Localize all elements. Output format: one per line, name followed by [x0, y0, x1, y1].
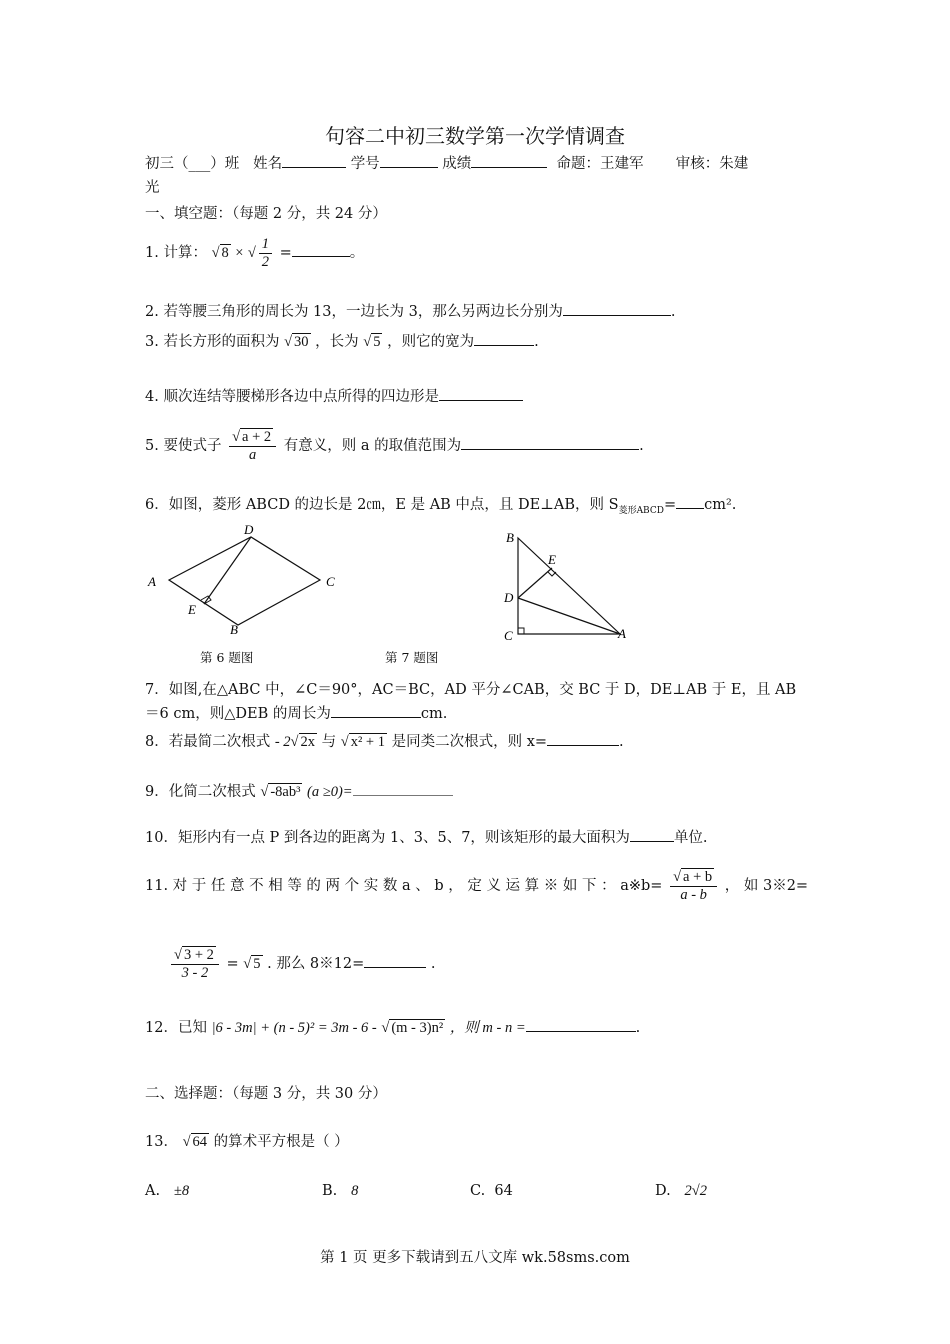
reviewer-cont: 光 [145, 180, 160, 196]
id-blank[interactable] [380, 152, 438, 168]
q7-answer-blank[interactable] [331, 702, 421, 718]
label-d: D [504, 590, 514, 605]
q12-suffix: ，则 m - n = [449, 1020, 526, 1036]
q1-answer-blank[interactable] [292, 241, 350, 257]
label-e: E [548, 552, 556, 567]
q12-text: 12．已知 [145, 1020, 207, 1036]
q6-answer-blank[interactable] [676, 493, 704, 509]
q8-answer-blank[interactable] [547, 730, 619, 746]
q12-radicand: (m - 3)n² [391, 1020, 444, 1036]
section-1-heading: 一、填空题：（每题 2 分，共 24 分） [145, 206, 387, 222]
figure-7-triangle [496, 528, 636, 648]
score-blank[interactable] [471, 152, 547, 168]
question-1: 1. 计算： √ 8 × √ $\frac{1}{2}$ = 。 [145, 236, 365, 270]
id-label: 学号 [350, 156, 380, 172]
q3-length: √ 5 [363, 334, 381, 350]
q6-text: 6．如图，菱形 ABCD 的边长是 2㎝，E 是 AB 中点，且 DE⊥AB，则 S [145, 497, 619, 513]
q8-mid: 与 [321, 734, 337, 750]
q9-radical: √ -8ab³ [260, 784, 301, 800]
reviewer: 审核：朱建 [675, 156, 749, 172]
q11-definition: $\frac{√ a + b}{a - b}$ [670, 868, 717, 904]
q3-answer-blank[interactable] [474, 330, 534, 346]
fig6-caption: 第 6 题图 [200, 650, 254, 665]
q2-answer-blank[interactable] [563, 300, 671, 316]
score-label: 成绩 [442, 156, 472, 172]
label-c: C [504, 628, 513, 643]
q1-suffix: 。 [349, 244, 365, 261]
q3-suffix: ，则它的宽为 [387, 334, 475, 350]
q3-area: √ 30 [284, 334, 309, 350]
option-c-value: 64 [494, 1183, 513, 1199]
option-d-key: D. [655, 1183, 671, 1199]
question-10 [145, 826, 708, 847]
q8-radical-1: - 2√ 2x [274, 734, 316, 750]
option-d-value: 2√2 [684, 1183, 708, 1199]
q11-result: √ 5 [243, 956, 261, 972]
q11-example: $\frac{√ 3 + 2}{3 - 2}$ [171, 946, 219, 982]
class-label: 初三（___）班 [145, 156, 240, 172]
label-a: A [618, 626, 626, 641]
q11-answer-blank[interactable] [364, 952, 426, 968]
figure-6-rhombus [142, 522, 352, 642]
option-c[interactable] [470, 1183, 513, 1199]
option-b-key: B. [322, 1183, 338, 1199]
question-13 [145, 1130, 349, 1151]
q11-end: . [430, 956, 436, 972]
option-d[interactable] [655, 1183, 707, 1200]
q13-radical: √ 64 [182, 1134, 208, 1150]
q2-text: 2. 若等腰三角形的周长为 13，一边长为 3，那么另两边长分别为 [145, 304, 563, 320]
option-a[interactable] [145, 1183, 189, 1200]
page-footer: 第 1 页 更多下载请到五八文库 wk.58sms.com [320, 1250, 630, 1266]
q10-suffix: 单位. [673, 830, 708, 846]
option-a-key: A. [145, 1183, 161, 1199]
q6-subscript: 菱形ABCD [618, 505, 664, 516]
segment-de [204, 537, 251, 604]
question-11-cont: $\frac{√ 3 + 2}{3 - 2}$ = √ 5 . 那么 8※12= . [168, 946, 435, 982]
q5-text: 5. 要使式子 [145, 438, 222, 454]
q12-equation: |6 - 3m| + (n - 5)² = 3m - 6 - [211, 1020, 377, 1036]
right-angle-c [518, 628, 524, 634]
q5-answer-blank[interactable] [461, 434, 639, 450]
option-b-value: 8 [351, 1183, 359, 1199]
triangle-abc [518, 538, 620, 634]
q9-answer-blank[interactable] [353, 780, 453, 796]
q13-number: 13． [145, 1134, 178, 1150]
question-9 [145, 780, 453, 801]
label-d: D [244, 522, 254, 537]
fig7-caption: 第 7 题图 [385, 650, 439, 665]
q3-mid: ，长为 [315, 334, 359, 350]
section-2-heading: 二、选择题：（每题 3 分，共 30 分） [145, 1086, 387, 1102]
q7-unit: cm. [420, 706, 448, 722]
q10-answer-blank[interactable] [630, 826, 674, 842]
q1-text: 1. 计算： [145, 244, 207, 261]
q6-unit: cm². [704, 497, 737, 513]
q8-radical-2: √ x² + 1 [340, 734, 385, 750]
student-info-line [145, 152, 748, 173]
question-12: 12．已知 |6 - 3m| + (n - 5)² = 3m - 6 - √ (m - 3)n² ，则 m - n = . [145, 1016, 640, 1037]
question-5: 5. 要使式子 $\frac{√ a + 2}{a}$ 有意义，则 a 的取值范围为 . [145, 429, 644, 463]
segment-de [518, 568, 552, 598]
right-angle-e [548, 572, 556, 576]
q8-suffix: 是同类二次根式，则 x= [391, 734, 548, 750]
page-title: 句容二中初三数学第一次学情调查 [325, 124, 625, 148]
label-b: B [506, 530, 514, 545]
label-b: B [230, 622, 238, 637]
segment-ad [518, 598, 620, 634]
option-c-key: C. [470, 1183, 486, 1199]
question-8: 8．若最简二次根式 - 2√ 2x 与 √ x² + 1 是同类二次根式，则 x= . [145, 730, 624, 751]
q5-suffix: 有意义，则 a 的取值范围为 [283, 438, 462, 454]
name-label: 姓名 [253, 156, 283, 172]
q12-answer-blank[interactable] [526, 1016, 636, 1032]
author: 命题：王建军 [556, 156, 644, 172]
q7-text: ＝6 cm，则△DEB 的周长为 [145, 706, 331, 722]
label-a: A [148, 574, 156, 589]
name-blank[interactable] [282, 152, 346, 168]
question-3: 3. 若长方形的面积为 √ 30 ，长为 √ 5 ，则它的宽为 . [145, 330, 539, 351]
q9-condition: (a ≥0)= [307, 784, 353, 800]
q5-expression: $\frac{√ a + 2}{a}$ [229, 428, 276, 464]
option-a-value: ±8 [173, 1183, 190, 1199]
q11-mid: ， 如 3※2= [724, 878, 809, 894]
label-e: E [188, 602, 196, 617]
q8-text: 8．若最简二次根式 [145, 734, 271, 750]
q13-text: 的算术平方根是（ ） [213, 1134, 349, 1150]
q10-text: 10．矩形内有一点 P 到各边的距离为 1、3、5、7，则该矩形的最大面积为 [145, 830, 630, 846]
q3-text: 3. 若长方形的面积为 [145, 334, 280, 350]
question-4 [145, 385, 523, 406]
question-11 [145, 868, 808, 904]
question-6: 6．如图，菱形 ABCD 的边长是 2㎝，E 是 AB 中点，且 DE⊥AB，则 $S_{菱形ABCD}= cm^2$. [145, 493, 736, 516]
q11-cont-text: . 那么 8※12= [267, 956, 365, 972]
question-7-line-2 [145, 702, 447, 723]
option-b[interactable] [322, 1183, 358, 1200]
question-7-line-1: 7．如图,在△ABC 中，∠C＝90°，AC＝BC，AD 平分∠CAB，交 BC 于 D，DE⊥AB 于 E，且 AB [145, 682, 797, 698]
q11-text: 11. 对 于 任 意 不 相 等 的 两 个 实 数 a 、 b ， 定 义 运 算 ※ 如 下 ： a※b= [145, 878, 663, 894]
q12-radical: √ (m - 3)n² [381, 1020, 444, 1036]
label-c: C [326, 574, 335, 589]
q4-answer-blank[interactable] [439, 385, 523, 401]
q9-text: 9．化简二次根式 [145, 784, 256, 800]
right-angle-mark [201, 596, 211, 604]
q13-radicand: 64 [192, 1134, 208, 1150]
q1-expression: √ 8 × √ $\frac{1}{2}$ [212, 245, 275, 261]
question-2: 2. 若等腰三角形的周长为 13，一边长为 3，那么另两边长分别为 . [145, 300, 675, 321]
q4-text: 4. 顺次连结等腰梯形各边中点所得的四边形是 [145, 389, 439, 405]
